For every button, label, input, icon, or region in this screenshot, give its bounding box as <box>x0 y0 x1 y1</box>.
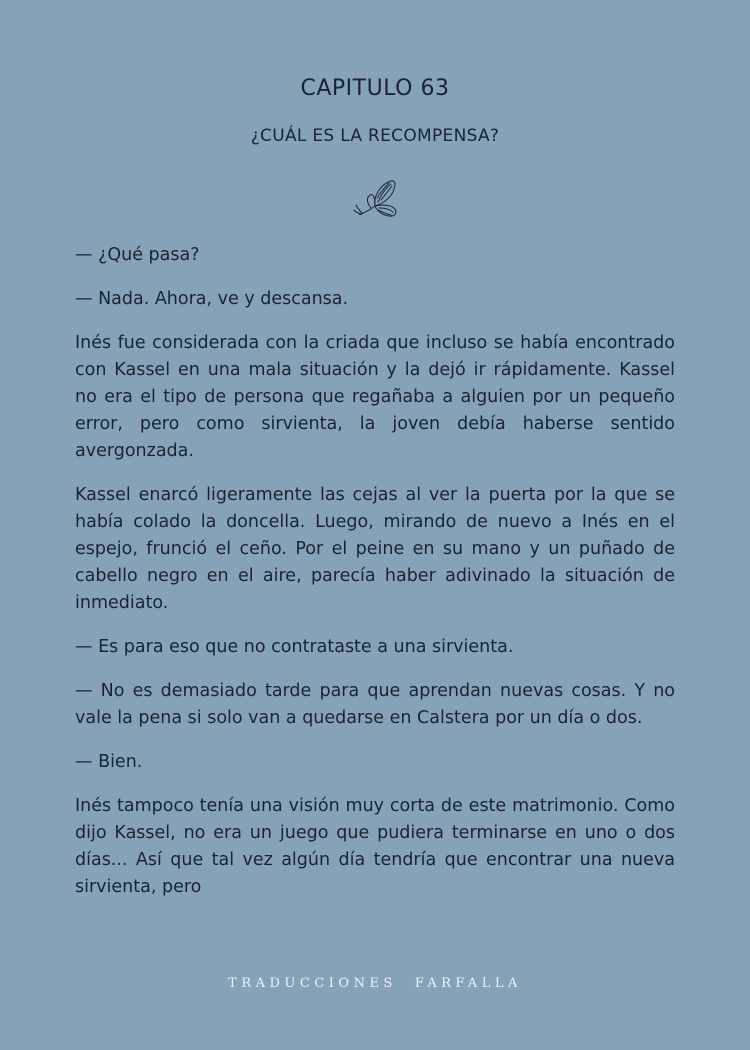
paragraph: — Es para eso que no contrataste a una sirvienta. <box>75 637 514 657</box>
body-text <box>75 242 675 918</box>
paragraph: — Nada. Ahora, ve y descansa. <box>75 289 349 309</box>
paragraph: — ¿Qué pasa? <box>75 245 200 265</box>
footer-word: TRADUCCIONES <box>228 976 397 991</box>
paragraph: Inés tampoco tenía una visión muy corta de este matrimonio. Como dijo Kassel, no era un juego que pudiera terminarse en uno o dos días... Así que tal vez algún día tendría que encontrar una nueva sirvienta, pero <box>75 796 675 897</box>
chapter-title: CAPITULO 63 <box>300 76 450 101</box>
paragraph: — No es demasiado tarde para que aprendan nuevas cosas. Y no vale la pena si solo van a quedarse en Calstera por un día o dos. <box>75 681 675 728</box>
butterfly-icon <box>351 178 399 220</box>
footer-credit <box>0 976 750 991</box>
paragraph: — Bien. <box>75 752 143 772</box>
chapter-subtitle: ¿CUÁL ES LA RECOMPENSA? <box>250 126 500 146</box>
footer-word: FARFALLA <box>414 976 522 991</box>
paragraph: Kassel enarcó ligeramente las cejas al ver la puerta por la que se había colado la doncella. Luego, mirando de nuevo a Inés en el espejo, frunció el ceño. Por el peine en su mano y un puñado de cabello negro en el aire, parecía haber adivinado la situación de inmediato. <box>75 485 675 613</box>
paragraph: Inés fue considerada con la criada que incluso se había encontrado con Kassel en una mala situación y la dejó ir rápidamente. Kassel no era el tipo de persona que regañaba a alguien por un pequeño error, pero como sirvienta, la joven debía haberse sentido avergonzada. <box>75 333 675 461</box>
